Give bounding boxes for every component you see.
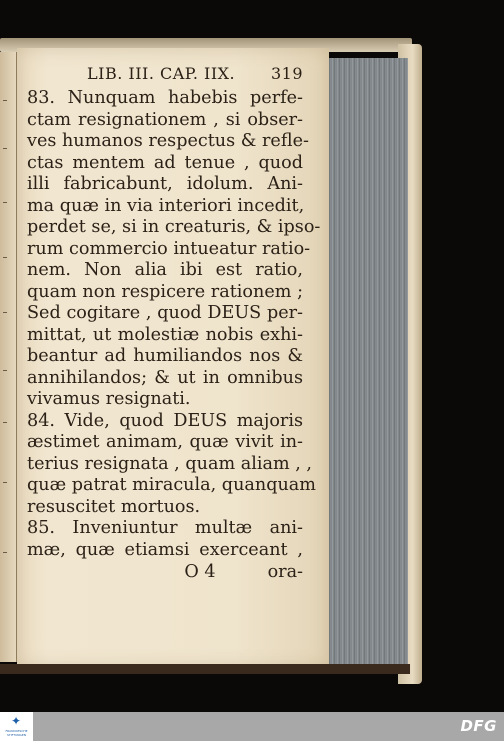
text-line: æstimet animam, quæ vivit in- bbox=[27, 432, 303, 452]
text-line: mæ, quæ etiamsi exerceant , bbox=[27, 539, 303, 560]
text-line: terius resignata , quam aliam , , bbox=[27, 453, 313, 474]
text-line: rum commercio intueatur ratio- bbox=[27, 238, 311, 259]
institution-logo bbox=[0, 712, 33, 741]
page-text bbox=[27, 64, 321, 583]
text-line: 84. Vide, quod DEUS majoris bbox=[27, 410, 303, 431]
logo-text: FRANCKESCHE STIFTUNGEN bbox=[5, 729, 28, 737]
page-block-edge bbox=[324, 58, 408, 666]
text-line: beantur ad humiliandos nos & bbox=[27, 346, 303, 366]
text-line: ves humanos respectus & refle- bbox=[27, 131, 309, 151]
running-head-title: LIB. III. CAP. IIX. bbox=[87, 64, 236, 83]
text-line: resuscitet mortuos. bbox=[27, 496, 201, 517]
text-line: ctam resignationem , si obser- bbox=[27, 109, 303, 130]
text-line: perdet se, si in creaturis, & ipso- bbox=[27, 217, 321, 237]
text-line: quam non respicere rationem ; bbox=[27, 281, 303, 302]
text-line: quæ patrat miracula, quanquam bbox=[27, 475, 316, 495]
text-line: 83. Nunquam habebis perfe- bbox=[27, 88, 303, 108]
text-line: vivamus resignati. bbox=[27, 389, 191, 409]
page-number: 319 bbox=[270, 64, 303, 83]
text-line: ctas mentem ad tenue , quod bbox=[27, 152, 303, 173]
dfg-logo: DFG bbox=[460, 717, 497, 735]
text-line: illi fabricabunt, idolum. Ani- bbox=[27, 174, 303, 194]
text-line: nem. Non alia ibi est ratio, bbox=[27, 260, 303, 280]
page-foot bbox=[27, 561, 303, 583]
text-line: ma quæ in via interiori incedit, bbox=[27, 195, 305, 216]
text-line: mittat, ut molestiæ nobis exhi- bbox=[27, 324, 303, 345]
cover-bottom-edge bbox=[0, 664, 410, 674]
signature-mark: O 4 bbox=[184, 562, 216, 582]
text-line: 85. Inveniuntur multæ ani- bbox=[27, 518, 303, 538]
viewer-footer-bar bbox=[0, 712, 504, 741]
left-page-sliver bbox=[0, 52, 17, 662]
text-line: annihilandos; & ut in omnibus bbox=[27, 367, 303, 388]
running-head bbox=[27, 64, 303, 88]
catchword: ora- bbox=[267, 562, 303, 582]
text-line: Sed cogitare , quod DEUS per- bbox=[27, 303, 303, 323]
logo-icon: ✦ bbox=[10, 714, 22, 728]
